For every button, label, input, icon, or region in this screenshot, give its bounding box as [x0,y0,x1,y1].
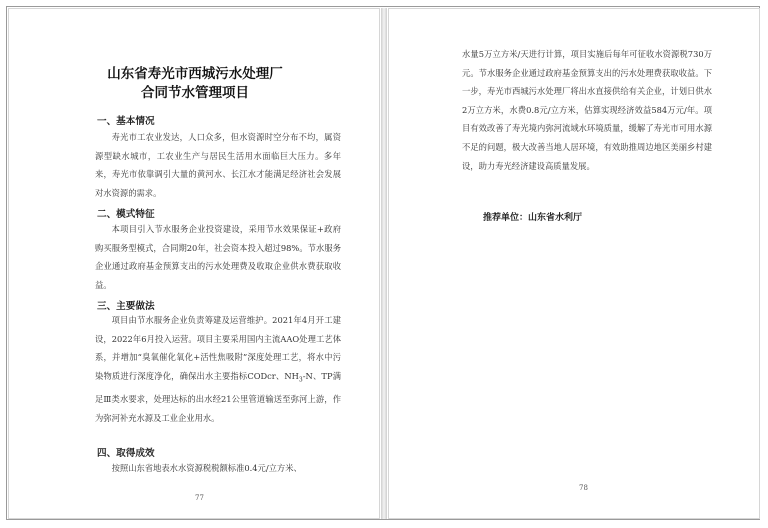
section-heading-results: 四、取得成效 [97,448,155,459]
page-number-left: 77 [195,494,204,502]
section-heading-practice: 三、主要做法 [97,301,155,312]
practice-text-part1: 项目由节水服务企业负责筹建及运营维护。2021年4月开工建设，2022年6月投入运营。项目主要采用国内主流AAO处理工艺体系，并增加“臭氧催化氧化+活性焦吸附”深度处理工艺，将水中污染物质进行深度净化，确保出水主要指标CODcr、NH [95,315,341,381]
page-title-line2: 合同节水管理项目 [141,85,249,101]
section-text-results: 按照山东省地表水水资源税税额标准0.4元/立方米、 [111,463,302,473]
section-text-basic: 寿光市工农业发达，人口众多，但水资源时空分布不均，属资源型缺水城市，工农业生产与居民生活用水面临巨大压力。多年来，寿光市依靠调引大量的黄河水、长江水才能满足经济社会发展对水资源的需求。 [95,132,341,198]
practice-text-subscript: 3 [298,376,303,384]
page-number-right: 78 [579,484,588,492]
practice-text-part2: -N、TP满足Ⅲ类水要求，处理达标的出水经21公里管道输送至弥河上游，作为弥河补充水源及工业企业用水。 [95,370,341,423]
document-spread [6,6,760,520]
section-heading-model: 二、模式特征 [97,209,155,220]
section-text-model: 本项目引入节水服务企业投资建设，采用节水效果保证+政府购买服务型模式，合同期20年，社会资本投入超过98%。节水服务企业通过政府基金预算支出的污水处理费及收取企业供水费获取收益。 [95,224,341,290]
recommending-unit: 推荐单位：山东省水利厅 [483,213,583,223]
section-heading-basic: 一、基本情况 [97,116,155,127]
page-title-line1: 山东省寿光市西城污水处理厂 [107,66,283,82]
section-text-practice [95,311,341,427]
page-right [388,8,760,519]
page-left [8,8,380,519]
results-continued-text: 水量5万立方米/天进行计算，项目实施后每年可征收水资源税730万元。节水服务企业通过政府基金预算支出的污水处理费获取收益。下一步，寿光市西城污水处理厂将出水直接供给有关企业，计划日供水2万立方米，水费0.8元/立方米，估算实现经济效益584万元/年。项目有效改善了寿光境内弥河流域水环境质量，缓解了寿光市可用水源不足的问题，极大改善当地人居环境，有效助推周边地区美丽乡村建设，助力寿光经济建设高质量发展。 [462,49,712,171]
book-spine [381,8,387,519]
